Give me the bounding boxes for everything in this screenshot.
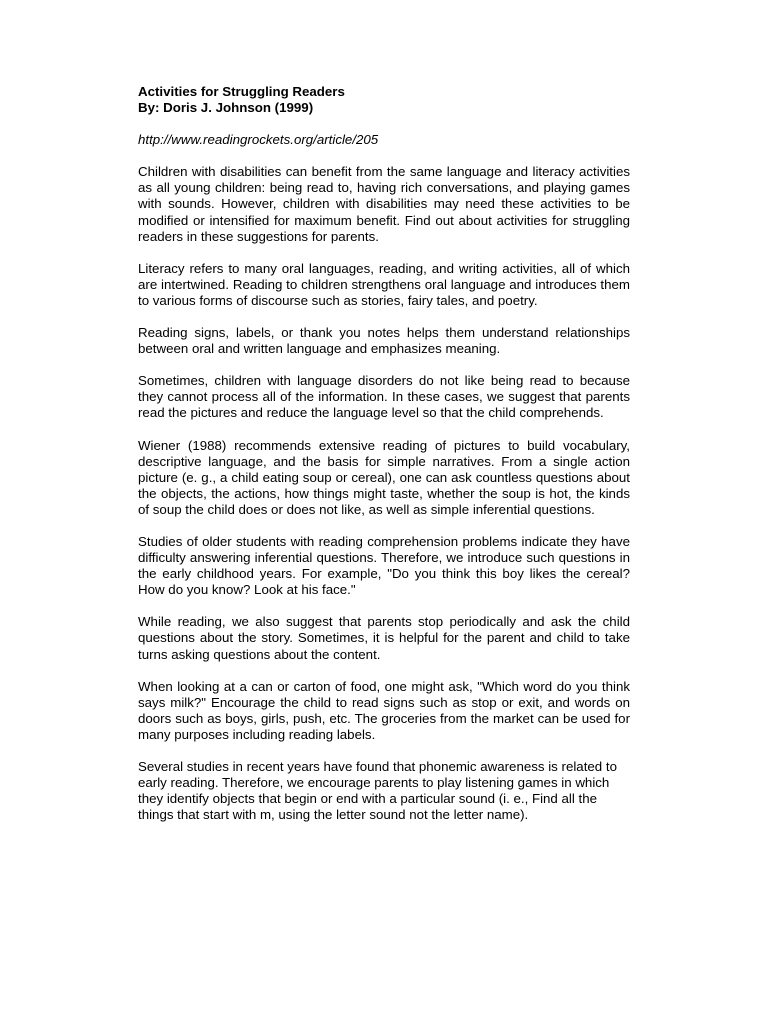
document-title: Activities for Struggling Readers	[138, 84, 345, 99]
paragraph: Studies of older students with reading comprehension problems indicate they have difficulty answering inferential questions. Therefore, we introduce such questions in the early childhood years. For example, "Do you think this boy likes the cereal? How do you know? Look at his face."	[138, 533, 630, 598]
paragraph: Wiener (1988) recommends extensive reading of pictures to build vocabulary, descriptive language, and the basis for simple narratives. From a single action picture (e. g., a child eating soup or cereal), one can ask countless questions about the objects, the actions, how things might taste, whether the soup is hot, the kinds of soup the child does or does not like, as well as simple inferential questions.	[138, 437, 630, 517]
document-body	[138, 84, 630, 823]
paragraph: Literacy refers to many oral languages, reading, and writing activities, all of which are intertwined. Reading to children strengthens oral language and introduces them to various forms of discourse such as stories, fairy tales, and poetry.	[138, 260, 630, 308]
source-url: http://www.readingrockets.org/article/205	[138, 132, 379, 148]
paragraph: Children with disabilities can benefit from the same language and literacy activities as all young children: being read to, having rich conversations, and playing games with sounds. However, children with disabilities may need these activities to be modified or intensified for maximum benefit. Find out about activities for struggling readers in these suggestions for parents.	[138, 164, 630, 244]
paragraph: Several studies in recent years have found that phonemic awareness is related to early reading. Therefore, we encourage parents to play listening games in which they identify objects that begin or end with a particular sound (i. e., Find all the things that start with m, using the letter sound not the letter name).	[138, 759, 617, 823]
document-byline: By: Doris J. Johnson (1999)	[138, 100, 314, 116]
paragraph: When looking at a can or carton of food, one might ask, "Which word do you think says milk?" Encourage the child to read signs such as stop or exit, and words on doors such as boys, girls, push, etc. The groceries from the market can be used for many purposes including reading labels.	[138, 678, 630, 742]
paragraph: Sometimes, children with language disorders do not like being read to because they cannot process all of the information. In these cases, we suggest that parents read the pictures and reduce the language level so that the child comprehends.	[138, 373, 630, 421]
paragraph: While reading, we also suggest that parents stop periodically and ask the child questions about the story. Sometimes, it is helpful for the parent and child to take turns asking questions about the content.	[138, 614, 630, 662]
paragraph: Reading signs, labels, or thank you notes helps them understand relationships between oral and written language and emphasizes meaning.	[138, 325, 630, 357]
title-block	[138, 84, 630, 116]
